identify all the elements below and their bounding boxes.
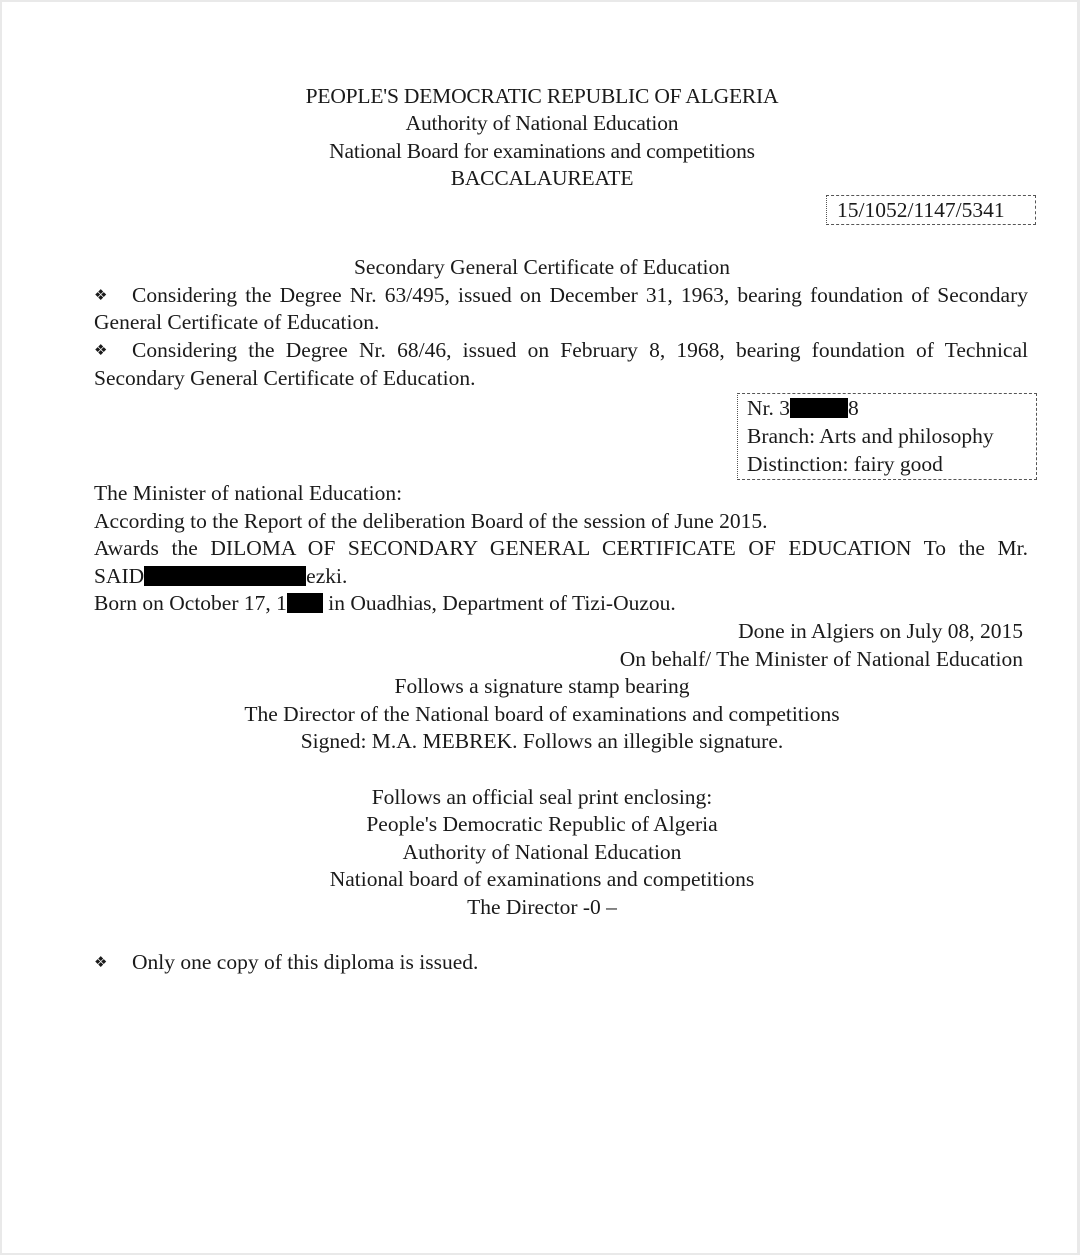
consideration-1-text: Considering the Degree Nr. 63/495, issued on December 31, 1963, bearing foundation of Secondary — [132, 283, 1028, 307]
bullet-icon: ❖ — [94, 953, 108, 971]
redaction-block — [790, 398, 848, 418]
recipient-name-prefix: SAID — [94, 564, 145, 588]
student-info-box — [737, 393, 1037, 480]
baccalaureate-heading: BACCALAUREATE — [450, 166, 634, 190]
birth-place: in Ouadhias, Department of Tizi-Ouzou. — [322, 591, 676, 615]
awards-line: Awards the DILOMA OF SECONDARY GENERAL CERTIFICATE OF EDUCATION To the Mr. — [94, 536, 1028, 560]
seal-line-4: National board of examinations and competitions — [329, 867, 755, 891]
certificate-title: Secondary General Certificate of Education — [353, 255, 731, 279]
consideration-2-line-2: Secondary General Certificate of Education. — [94, 366, 476, 390]
distinction: Distinction: fairy good — [747, 452, 943, 476]
reference-number: 15/1052/1147/5341 — [837, 198, 1005, 222]
redaction-block — [287, 593, 323, 613]
seal-line-1: Follows an official seal print enclosing: — [371, 785, 713, 809]
bullet-icon: ❖ — [94, 286, 108, 304]
authority-heading: Authority of National Education — [405, 111, 679, 135]
consideration-2-text: Considering the Degree Nr. 68/46, issued on February 8, 1968, bearing foundation of Technical — [132, 338, 1028, 362]
birth-date-prefix: Born on October 17, 1 — [94, 591, 287, 615]
stamp-line-1: Follows a signature stamp bearing — [394, 674, 690, 698]
seal-line-3: Authority of National Education — [402, 840, 682, 864]
stamp-line-3: Signed: M.A. MEBREK. Follows an illegible signature. — [300, 729, 784, 753]
board-heading: National Board for examinations and competitions — [329, 139, 755, 163]
on-behalf-line: On behalf/ The Minister of National Education — [619, 647, 1023, 671]
reference-number-box — [826, 195, 1036, 225]
seal-line-2: People's Democratic Republic of Algeria — [366, 812, 718, 836]
consideration-1-line-1 — [94, 281, 1028, 309]
birth-line — [94, 589, 676, 617]
footer-note — [94, 948, 478, 976]
stamp-line-2: The Director of the National board of examinations and competitions — [244, 702, 840, 726]
student-number — [747, 394, 1036, 422]
student-number-suffix: 8 — [848, 396, 859, 420]
student-number-prefix: Nr. 3 — [747, 396, 790, 420]
consideration-1-line-2: General Certificate of Education. — [94, 310, 380, 334]
minister-line: The Minister of national Education: — [94, 481, 403, 505]
done-in-line: Done in Algiers on July 08, 2015 — [738, 619, 1023, 643]
branch: Branch: Arts and philosophy — [747, 424, 994, 448]
bullet-icon: ❖ — [94, 341, 108, 359]
consideration-2-line-1 — [94, 336, 1028, 364]
recipient-name-suffix: ezki. — [306, 564, 348, 588]
footer-note-text: Only one copy of this diploma is issued. — [132, 950, 479, 974]
awards-paragraph — [94, 534, 1028, 590]
country-heading: PEOPLE'S DEMOCRATIC REPUBLIC OF ALGERIA — [305, 84, 779, 108]
seal-line-5: The Director -0 – — [467, 895, 617, 919]
redaction-block — [144, 566, 306, 586]
report-line: According to the Report of the deliberation Board of the session of June 2015. — [94, 509, 768, 533]
recipient-name — [94, 562, 1028, 590]
